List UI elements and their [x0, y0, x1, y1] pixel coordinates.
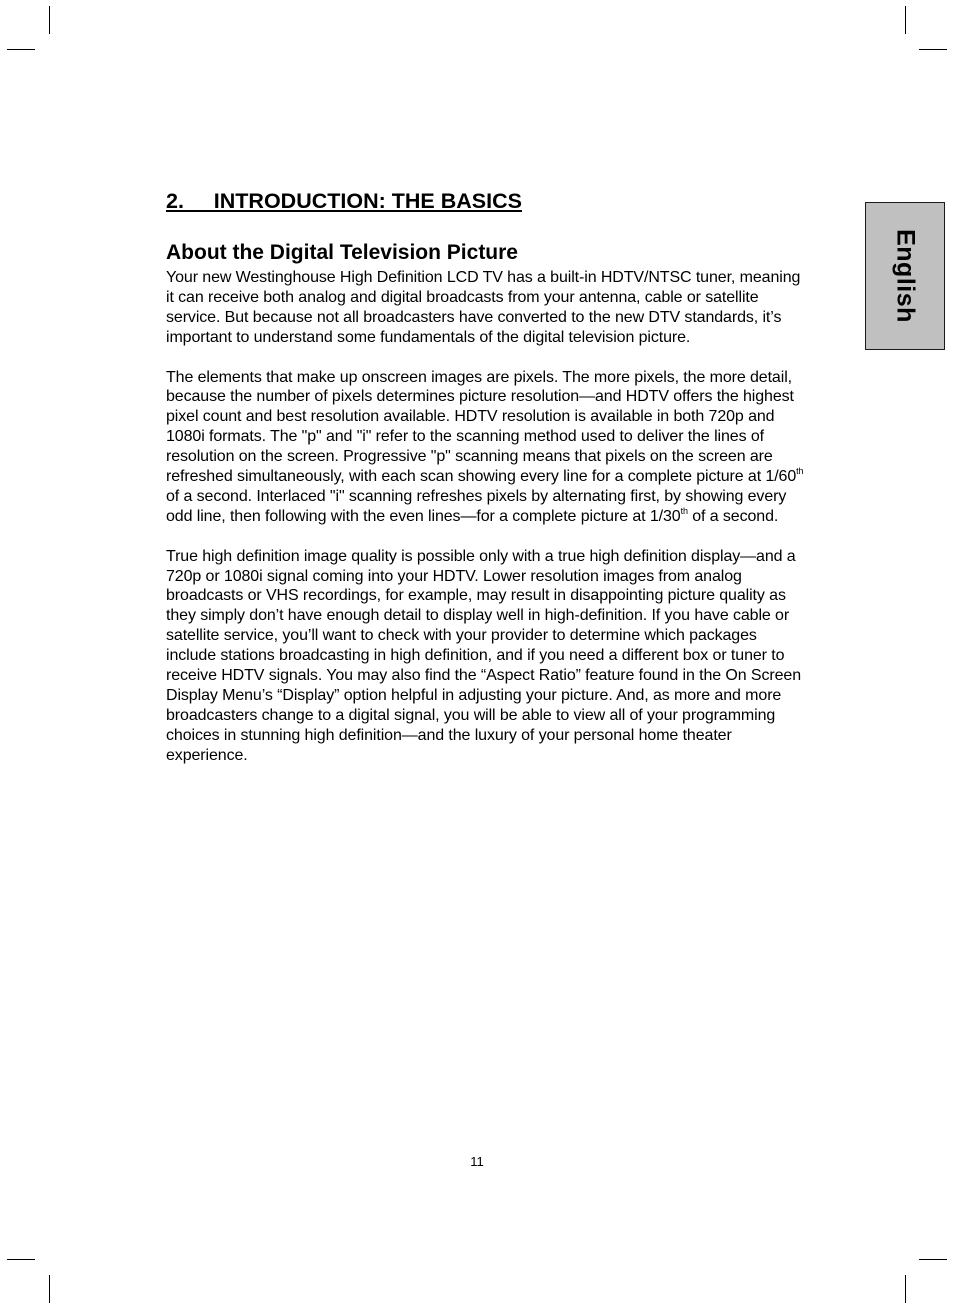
- paragraph-2-text-b: of a second. Interlaced "i" scanning refreshes pixels by alternating first, by showing every odd line, then following with the even lines—for a complete picture at 1/30: [166, 487, 787, 525]
- crop-mark-bottom-left-vertical: [49, 1275, 50, 1303]
- crop-mark-top-right-vertical: [905, 6, 906, 34]
- crop-mark-top-left-vertical: [49, 6, 50, 34]
- crop-mark-bottom-right-horizontal: [919, 1259, 947, 1260]
- main-content: [166, 186, 806, 786]
- crop-mark-bottom-right-vertical: [905, 1275, 906, 1303]
- section-heading: 2. INTRODUCTION: THE BASICS: [166, 189, 522, 213]
- paragraph-2-superscript-1: th: [796, 466, 804, 477]
- paragraph-2: [166, 368, 806, 527]
- paragraph-1: Your new Westinghouse High Definition LCD TV has a built-in HDTV/NTSC tuner, meaning it can receive both analog and digital broadcasts from your antenna, cable or satellite service. But because not all broadcasters have converted to the new DTV standards, it’s important to understand some fundamentals of the digital television picture.: [166, 269, 801, 346]
- crop-mark-bottom-left-horizontal: [7, 1259, 35, 1260]
- paragraph-3: True high definition image quality is possible only with a true high definition display—and a 720p or 1080i signal coming into your HDTV. Lower resolution images from analog broadcasts or VHS recordings, for example, may result in disappointing picture quality as they simply don’t have enough detail to display well in high-definition. If you have cable or satellite service, you’ll want to check with your provider to determine which packages include stations broadcasting in high definition, and if you need a different box or tuner to receive HDTV signals. You may also find the “Aspect Ratio” feature found in the On Screen Display Menu’s “Display” option helpful in adjusting your picture. And, as more and more broadcasters change to a digital signal, you will be able to view all of your programming choices in stunning high definition—and the luxury of your personal home theater experience.: [166, 547, 801, 764]
- language-tab-label: English: [891, 229, 920, 323]
- crop-mark-top-left-horizontal: [7, 49, 35, 50]
- paragraph-2-superscript-2: th: [680, 505, 688, 516]
- language-tab: [865, 202, 945, 350]
- crop-mark-top-right-horizontal: [919, 49, 947, 50]
- page-number: 11: [470, 1154, 484, 1169]
- paragraph-2-text-a: The elements that make up onscreen images are pixels. The more pixels, the more detail, because the number of pixels determines picture resolution—and HDTV offers the highest pixel count and best resolution available. HDTV resolution is available in both 720p and 1080i formats. The "p" and "i" refer to the scanning method used to deliver the lines of resolution on the screen. Progressive "p" scanning means that pixels on the screen are refreshed simultaneously, with each scan showing every line for a complete picture at 1/60: [166, 368, 797, 486]
- paragraph-2-text-c: of a second.: [687, 507, 779, 525]
- subheading: About the Digital Television Picture: [166, 241, 518, 264]
